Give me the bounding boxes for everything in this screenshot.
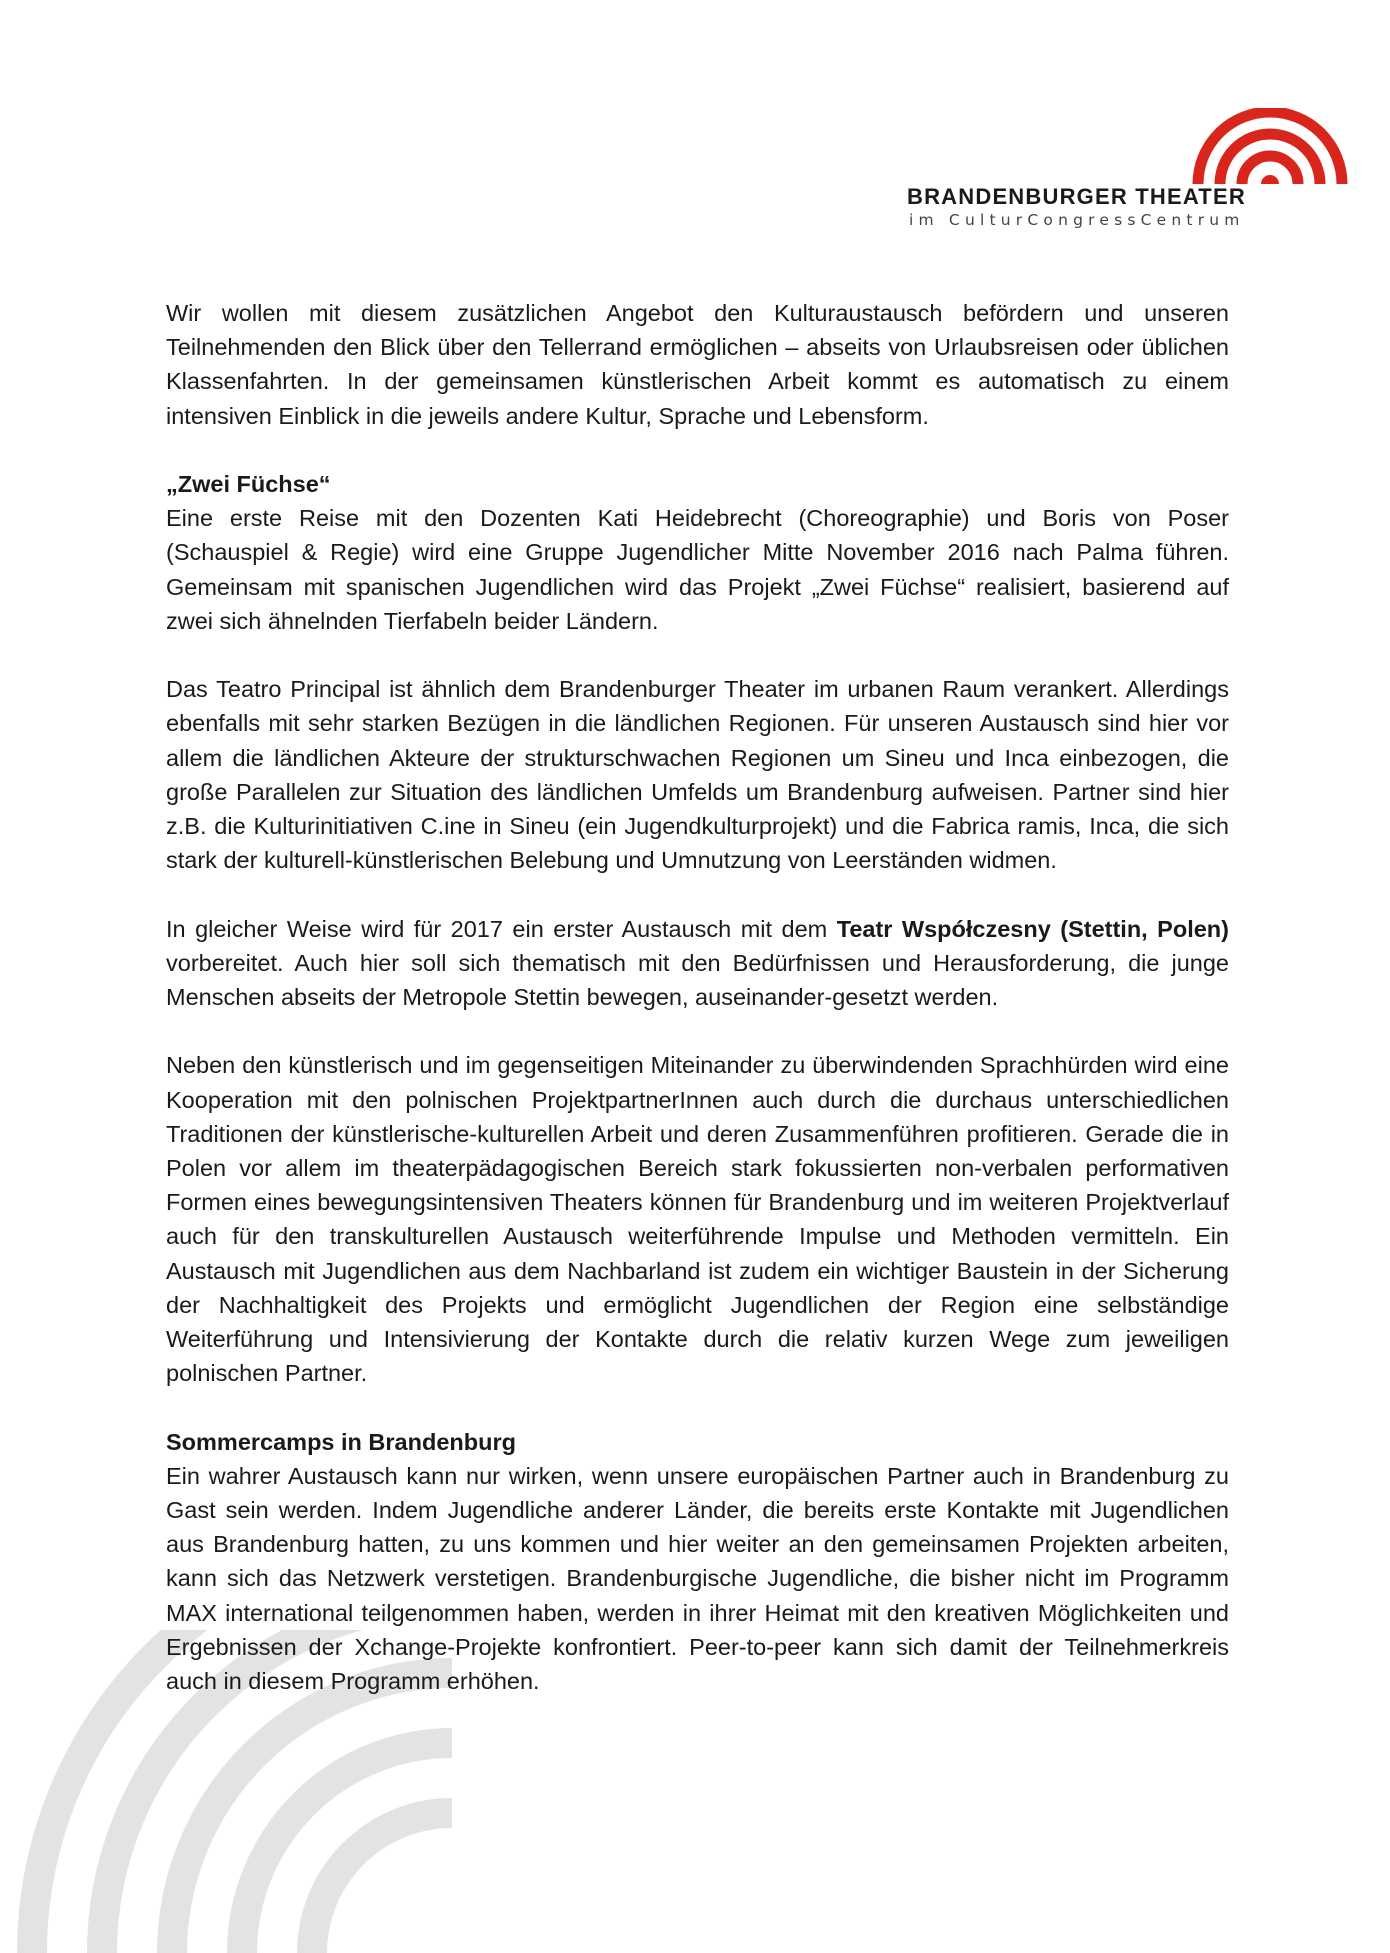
paragraph-stettin-post: vorbereitet. Auch hier soll sich thematisch mit den Bedürfnissen und Herausforderung, die junge Menschen abseits der Metropole Stettin bewegen, auseinander-gesetzt werden. [166,949,1229,1011]
paragraph-intro: Wir wollen mit diesem zusätzlichen Angebot den Kulturaustausch befördern und unseren Teilnehmenden den Blick über den Tellerrand ermöglichen – abseits von Urlaubsreisen oder üblichen Klassenfahrten. In der gemeinsamen künstlerischen Arbeit kommt es automatisch zu einem intensiven Einblick in die jeweils andere Kultur, Sprache und Lebensform. [166,300,1229,429]
paragraph-stettin-bold: Teatr Współczesny (Stettin, Polen) [836,915,1229,942]
logo-arcs-icon [1190,108,1350,184]
brand-logo [895,108,1350,233]
paragraph-sommercamps: Ein wahrer Austausch kann nur wirken, wenn unsere europäischen Partner auch in Brandenburg zu Gast sein werden. Indem Jugendliche anderer Länder, die bereits erste Kontakte mit Jugendlichen aus Brandenburg hatten, zu uns kommen und hier weiter an den gemeinsamen Projekten arbeiten, kann sich das Netzwerk verstetigen. Brandenburgische Jugendliche, die bisher nicht im Programm MAX international teilgenommen haben, werden in ihrer Heimat mit den kreativen Möglichkeiten und Ergebnissen der Xchange-Projekte konfrontiert. Peer-to-peer kann sich damit der Teilnehmerkreis auch in diesem Programm erhöhen. [166,1462,1229,1695]
paragraph-stettin-pre: In gleicher Weise wird für 2017 ein erster Austausch mit dem [166,915,837,942]
paragraph-kooperation: Neben den künstlerisch und im gegenseitigen Miteinander zu überwindenden Sprachhürden wird eine Kooperation mit den polnischen ProjektpartnerInnen auch durch die durchaus unterschiedlichen Traditionen der künstlerische-kulturellen Arbeit und deren Zusammenführen profitieren. Gerade die in Polen vor allem im theaterpädagogischen Bereich stark fokussierten non-verbalen performativen Formen eines bewegungsintensiven Theaters können für Brandenburg und im weiteren Projektverlauf auch für den transkulturellen Austausch weiterführende Impulse und Methoden vermitteln. Ein Austausch mit Jugendlichen aus dem Nachbarland ist zudem ein wichtiger Baustein in der Sicherung der Nachhaltigkeit des Projekts und ermöglicht Jugendlichen der Region eine selbständige Weiterführung und Intensivierung der Kontakte durch die relativ kurzen Wege zum jeweiligen polnischen Partner. [166,1052,1229,1387]
paragraph-stettin [166,912,1229,1015]
heading-zwei-fuechse: „Zwei Füchse“ [166,471,331,497]
paragraph-teatro-principal: Das Teatro Principal ist ähnlich dem Brandenburger Theater im urbanen Raum verankert. Allerdings ebenfalls mit sehr starken Bezügen in die ländlichen Regionen. Für unseren Austausch sind hier vor allem die ländlichen Akteure der strukturschwachen Regionen um Sineu und Inca einbezogen, die große Parallelen zur Situation des ländlichen Umfelds um Brandenburg aufweisen. Partner sind hier z.B. die Kulturinitiativen C.ine in Sineu (ein Jugendkulturprojekt) und die Fabrica ramis, Inca, die sich stark der kulturell-künstlerischen Belebung und Umnutzung von Leerständen widmen. [166,676,1229,874]
document-body [166,296,1229,1732]
logo-title: BRANDENBURGER THEATER [907,184,1246,209]
heading-sommercamps: Sommercamps in Brandenburg [166,1428,516,1455]
paragraph-zwei-fuechse: Eine erste Reise mit den Dozenten Kati Heidebrecht (Choreographie) und Boris von Poser (Schauspiel & Regie) wird eine Gruppe Jugendlicher Mitte November 2016 nach Palma führen. Gemeinsam mit spanischen Jugendlichen wird das Projekt „Zwei Füchse“ realisiert, basierend auf zwei sich ähnelnden Tierfabeln beider Ländern. [166,505,1229,634]
logo-subtitle: im CulturCongressCentrum [909,211,1245,229]
